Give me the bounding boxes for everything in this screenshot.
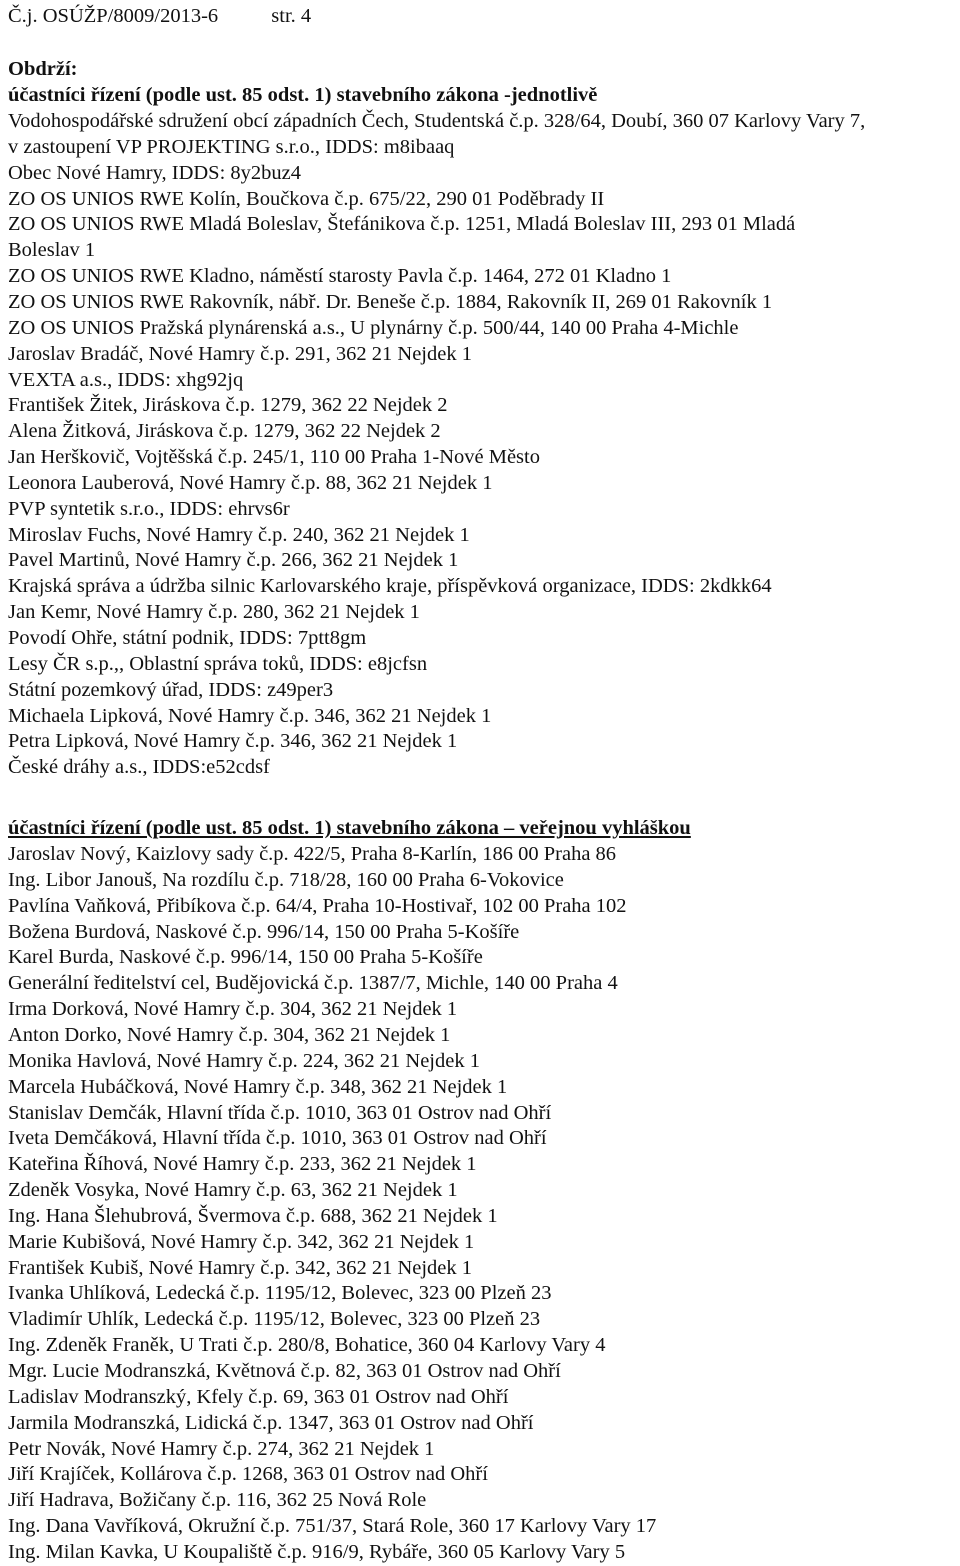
recipient-line: Pavlína Vaňková, Přibíkova č.p. 64/4, Praha 10-Hostivař, 102 00 Praha 102: [8, 894, 627, 917]
section2-heading: účastníci řízení (podle ust. 85 odst. 1) stavebního zákona – veřejnou vyhláškou: [8, 817, 691, 839]
recipient-line: Marcela Hubáčková, Nové Hamry č.p. 348, 362 21 Nejdek 1: [8, 1075, 508, 1098]
recipient-line: Stanislav Demčák, Hlavní třída č.p. 1010, 363 01 Ostrov nad Ohří: [8, 1101, 552, 1124]
recipient-line: Vodohospodářské sdružení obcí západních Čech, Studentská č.p. 328/64, Doubí, 360 07 Karlovy Vary 7,: [8, 110, 866, 132]
recipient-line: ZO OS UNIOS RWE Rakovník, nábř. Dr. Beneše č.p. 1884, Rakovník II, 269 01 Rakovník 1: [8, 290, 773, 313]
recipient-line: Ing. Zdeněk Franěk, U Trati č.p. 280/8, Bohatice, 360 04 Karlovy Vary 4: [8, 1334, 606, 1357]
recipient-line: Božena Burdová, Naskové č.p. 996/14, 150 00 Praha 5-Košíře: [8, 920, 520, 943]
recipient-line: Karel Burda, Naskové č.p. 996/14, 150 00 Praha 5-Košíře: [8, 946, 483, 969]
recipient-line: Zdeněk Vosyka, Nové Hamry č.p. 63, 362 21 Nejdek 1: [8, 1179, 458, 1202]
recipient-line: Ing. Dana Vavříková, Okružní č.p. 751/37, Stará Role, 360 17 Karlovy Vary 17: [8, 1515, 657, 1538]
page-header: [8, 4, 311, 28]
recipient-line: František Žitek, Jiráskova č.p. 1279, 362 22 Nejdek 2: [8, 394, 448, 417]
recipient-line: VEXTA a.s., IDDS: xhg92jq: [8, 368, 244, 391]
recipients-title: Obdrží:: [8, 58, 78, 80]
recipient-line: Michaela Lipková, Nové Hamry č.p. 346, 362 21 Nejdek 1: [8, 704, 492, 727]
recipient-line: Státní pozemkový úřad, IDDS: z49per3: [8, 678, 334, 701]
recipient-line: Jiří Krajíček, Kollárova č.p. 1268, 363 01 Ostrov nad Ohří: [8, 1463, 488, 1486]
recipient-line: v zastoupení VP PROJEKTING s.r.o., IDDS: m8ibaaq: [8, 135, 455, 158]
recipient-line: Ing. Libor Janouš, Na rozdílu č.p. 718/28, 160 00 Praha 6-Vokovice: [8, 868, 564, 891]
recipient-line: Iveta Demčáková, Hlavní třída č.p. 1010, 363 01 Ostrov nad Ohří: [8, 1127, 547, 1150]
recipient-line: Jaroslav Nový, Kaizlovy sady č.p. 422/5, Praha 8-Karlín, 186 00 Praha 86: [8, 843, 617, 865]
recipient-line: Marie Kubišová, Nové Hamry č.p. 342, 362 21 Nejdek 1: [8, 1230, 475, 1253]
recipient-line: Boleslav 1: [8, 239, 96, 262]
recipient-line: Krajská správa a údržba silnic Karlovarského kraje, příspěvková organizace, IDDS: 2kdkk64: [8, 575, 772, 598]
recipient-line: Povodí Ohře, státní podnik, IDDS: 7ptt8gm: [8, 627, 367, 649]
recipient-line: Ing. Milan Kavka, U Koupaliště č.p. 916/9, Rybáře, 360 05 Karlovy Vary 5: [8, 1540, 626, 1563]
recipient-line: Petra Lipková, Nové Hamry č.p. 346, 362 21 Nejdek 1: [8, 730, 458, 753]
recipient-line: Petr Novák, Nové Hamry č.p. 274, 362 21 Nejdek 1: [8, 1437, 435, 1460]
recipient-line: Generální ředitelství cel, Budějovická č.p. 1387/7, Michle, 140 00 Praha 4: [8, 972, 618, 995]
reference-number: Č.j. OSÚŽP/8009/2013-6: [8, 5, 219, 27]
recipient-line: Jan Kemr, Nové Hamry č.p. 280, 362 21 Nejdek 1: [8, 601, 420, 624]
recipient-line: Ing. Hana Šlehubrová, Švermova č.p. 688, 362 21 Nejdek 1: [8, 1204, 498, 1227]
recipient-line: Monika Havlová, Nové Hamry č.p. 224, 362 21 Nejdek 1: [8, 1049, 480, 1072]
recipient-line: Jarmila Modranszká, Lidická č.p. 1347, 363 01 Ostrov nad Ohří: [8, 1411, 534, 1434]
recipient-line: ZO OS UNIOS Pražská plynárenská a.s., U plynárny č.p. 500/44, 140 00 Praha 4-Michle: [8, 316, 739, 339]
recipient-line: František Kubiš, Nové Hamry č.p. 342, 362 21 Nejdek 1: [8, 1256, 473, 1279]
recipient-line: Vladimír Uhlík, Ledecká č.p. 1195/12, Bolevec, 323 00 Plzeň 23: [8, 1308, 541, 1331]
recipient-line: Leonora Lauberová, Nové Hamry č.p. 88, 362 21 Nejdek 1: [8, 471, 493, 494]
recipient-line: Miroslav Fuchs, Nové Hamry č.p. 240, 362 21 Nejdek 1: [8, 523, 470, 546]
recipient-line: Jaroslav Bradáč, Nové Hamry č.p. 291, 362 21 Nejdek 1: [8, 342, 472, 365]
recipient-line: ZO OS UNIOS RWE Kolín, Boučkova č.p. 675/22, 290 01 Poděbrady II: [8, 187, 605, 210]
recipient-line: Alena Žitková, Jiráskova č.p. 1279, 362 22 Nejdek 2: [8, 420, 441, 443]
recipient-line: Ivanka Uhlíková, Ledecká č.p. 1195/12, Bolevec, 323 00 Plzeň 23: [8, 1282, 552, 1305]
recipient-line: Jan Herškovič, Vojtěšská č.p. 245/1, 110 00 Praha 1-Nové Město: [8, 446, 540, 469]
section1-heading: účastníci řízení (podle ust. 85 odst. 1) stavebního zákona -jednotlivě: [8, 84, 598, 106]
recipient-line: Kateřina Říhová, Nové Hamry č.p. 233, 362 21 Nejdek 1: [8, 1153, 477, 1176]
recipient-line: Obec Nové Hamry, IDDS: 8y2buz4: [8, 161, 302, 184]
recipient-line: Irma Dorková, Nové Hamry č.p. 304, 362 21 Nejdek 1: [8, 998, 458, 1021]
recipient-line: Anton Dorko, Nové Hamry č.p. 304, 362 21 Nejdek 1: [8, 1023, 451, 1046]
page-number: str. 4: [271, 5, 312, 27]
recipient-line: ZO OS UNIOS RWE Mladá Boleslav, Štefánikova č.p. 1251, Mladá Boleslav III, 293 01 Mladá: [8, 213, 796, 236]
recipient-line: Mgr. Lucie Modranszká, Květnová č.p. 82, 363 01 Ostrov nad Ohří: [8, 1360, 561, 1382]
recipient-line: České dráhy a.s., IDDS:e52cdsf: [8, 756, 270, 779]
recipient-line: Ladislav Modranszký, Kfely č.p. 69, 363 01 Ostrov nad Ohří: [8, 1385, 509, 1408]
recipient-line: Pavel Martinů, Nové Hamry č.p. 266, 362 21 Nejdek 1: [8, 549, 459, 572]
recipient-line: PVP syntetik s.r.o., IDDS: ehrvs6r: [8, 497, 290, 520]
recipient-line: Lesy ČR s.p.,, Oblastní správa toků, IDDS: e8jcfsn: [8, 652, 428, 675]
recipient-line: ZO OS UNIOS RWE Kladno, náměstí starosty Pavla č.p. 1464, 272 01 Kladno 1: [8, 265, 672, 288]
recipient-line: Jiří Hadrava, Božičany č.p. 116, 362 25 Nová Role: [8, 1489, 427, 1512]
